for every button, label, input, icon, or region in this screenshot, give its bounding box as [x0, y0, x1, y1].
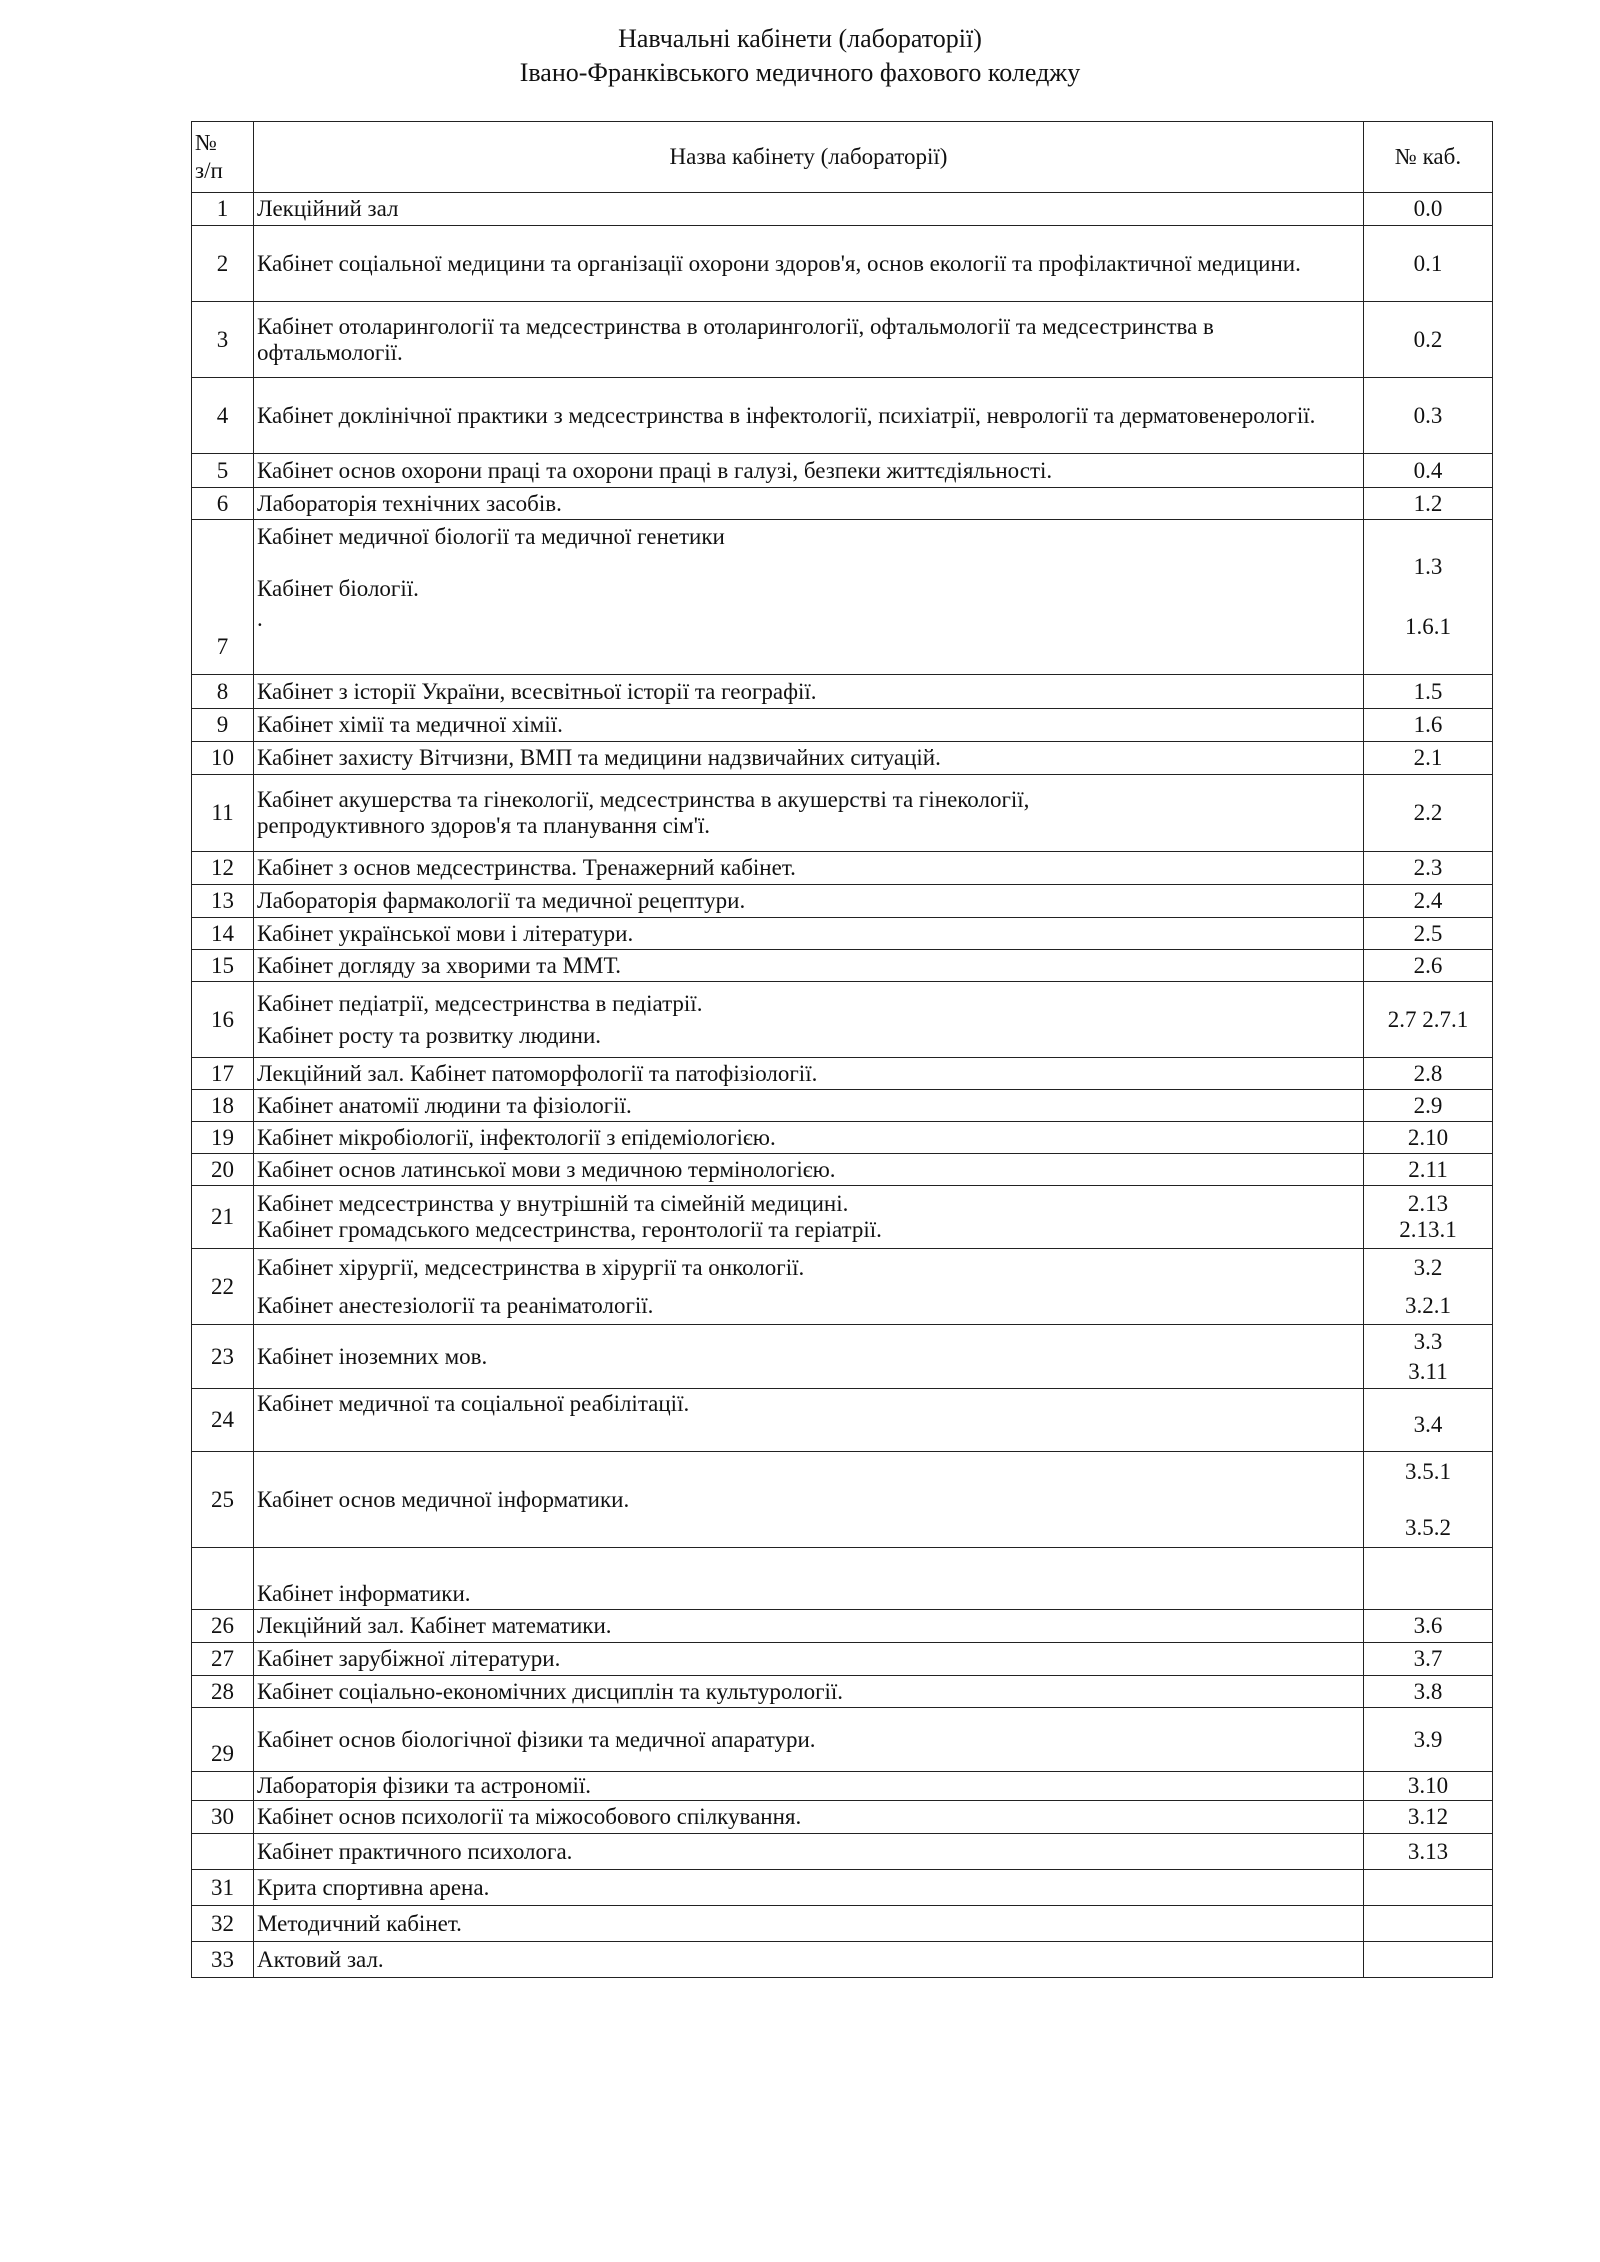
row-name-line2: Кабінет анестезіології та реаніматології.: [257, 1292, 654, 1318]
row-number: 10: [192, 742, 254, 775]
table-row: [192, 1643, 1493, 1676]
table-row: [192, 1708, 1493, 1772]
row-room: 2.1: [1364, 742, 1493, 775]
row-room: 2.6: [1364, 950, 1493, 982]
table-row: [192, 709, 1493, 742]
row-number: [192, 1548, 254, 1610]
row-number: 13: [192, 885, 254, 918]
table-row: [192, 1834, 1493, 1870]
header-name: Назва кабінету (лабораторії): [254, 122, 1364, 193]
row-room: 2.4: [1364, 885, 1493, 918]
row-name-line2: репродуктивного здоров'я та планування сім'ї.: [257, 813, 711, 838]
row-number: 18: [192, 1090, 254, 1122]
header-number-line2: з/п: [195, 158, 223, 183]
table-row: [192, 852, 1493, 885]
row-name: Кабінет інформатики.: [254, 1548, 1364, 1610]
row-number: 23: [192, 1325, 254, 1389]
row-room: 1.2: [1364, 488, 1493, 520]
table-row: [192, 1452, 1493, 1548]
row-name: Кабінет іноземних мов.: [254, 1325, 1364, 1389]
row-name: Актовий зал.: [254, 1942, 1364, 1978]
table-row: [192, 982, 1493, 1058]
row-room: 1.5: [1364, 675, 1493, 709]
row-number: 20: [192, 1154, 254, 1186]
row-name: Лекційний зал. Кабінет патоморфології та патофізіології.: [254, 1058, 1364, 1090]
row-room: 2.9: [1364, 1090, 1493, 1122]
row-name: [254, 775, 1364, 852]
row-name: Кабінет української мови і літератури.: [254, 918, 1364, 950]
row-name: [254, 1249, 1364, 1325]
row-name-line1: Кабінет хірургії, медсестринства в хірургії та онкології.: [257, 1254, 805, 1280]
row-room: 2.8: [1364, 1058, 1493, 1090]
table-row: [192, 226, 1493, 302]
table-row: [192, 1186, 1493, 1249]
table-row: [192, 302, 1493, 378]
row-name-line2: Кабінет біології.: [257, 576, 419, 601]
row-name: Кабінет догляду за хворими та ММТ.: [254, 950, 1364, 982]
row-name: Кабінет доклінічної практики з медсестринства в інфектології, психіатрії, неврології та дерматовенерології.: [254, 378, 1364, 454]
row-name-line1: Кабінет медичної та соціальної реабілітації.: [257, 1391, 690, 1416]
row-name: Лабораторія технічних засобів.: [254, 488, 1364, 520]
row-name: Кабінет основ латинської мови з медичною термінологією.: [254, 1154, 1364, 1186]
row-room-line2: 2.13.1: [1399, 1217, 1457, 1242]
row-room: 0.3: [1364, 378, 1493, 454]
row-room: 0.4: [1364, 454, 1493, 488]
row-number: 6: [192, 488, 254, 520]
table-row: [192, 950, 1493, 982]
row-room: 2.2: [1364, 775, 1493, 852]
row-name-line3: .: [257, 606, 263, 631]
row-number: 12: [192, 852, 254, 885]
header-room: № каб.: [1364, 122, 1493, 193]
row-number: 30: [192, 1801, 254, 1834]
row-room: [1364, 1389, 1493, 1452]
row-name-line1: Кабінет медсестринства у внутрішній та сімейній медицині.: [257, 1191, 849, 1216]
row-name-line2: Кабінет громадського медсестринства, геронтології та геріатрії.: [257, 1217, 882, 1242]
row-room: [1364, 1870, 1493, 1906]
row-number: 15: [192, 950, 254, 982]
row-number: 28: [192, 1676, 254, 1708]
row-name: Кабінет захисту Вітчизни, ВМП та медицини надзвичайних ситуацій.: [254, 742, 1364, 775]
table-row: [192, 1676, 1493, 1708]
row-number: 3: [192, 302, 254, 378]
row-room: 2.11: [1364, 1154, 1493, 1186]
row-room-line1: 3.2: [1413, 1254, 1443, 1280]
row-number: 1: [192, 193, 254, 226]
table-row: [192, 520, 1493, 675]
row-room-line2: 3.2.1: [1405, 1292, 1451, 1318]
table-row: [192, 918, 1493, 950]
row-room: [1364, 1452, 1493, 1548]
table-row: [192, 1154, 1493, 1186]
table-row: [192, 1249, 1493, 1325]
row-number: 9: [192, 709, 254, 742]
row-room: 0.2: [1364, 302, 1493, 378]
row-room: 0.1: [1364, 226, 1493, 302]
row-number: 24: [192, 1389, 254, 1452]
row-number: 27: [192, 1643, 254, 1676]
row-name: Кабінет з історії України, всесвітньої історії та географії.: [254, 675, 1364, 709]
row-room: [1364, 1906, 1493, 1942]
row-room: 3.10: [1364, 1772, 1493, 1801]
row-number: 32: [192, 1906, 254, 1942]
row-name: Лекційний зал. Кабінет математики.: [254, 1610, 1364, 1643]
rooms-table: [191, 121, 1493, 1978]
table-row: [192, 378, 1493, 454]
row-room: 0.0: [1364, 193, 1493, 226]
row-room: [1364, 1249, 1493, 1325]
header-number: [192, 122, 254, 193]
row-room: 3.12: [1364, 1801, 1493, 1834]
row-name: Кабінет основ біологічної фізики та медичної апаратури.: [254, 1708, 1364, 1772]
row-name: Кабінет практичного психолога.: [254, 1834, 1364, 1870]
row-number: 21: [192, 1186, 254, 1249]
row-name: Кабінет хімії та медичної хімії.: [254, 709, 1364, 742]
row-name: Методичний кабінет.: [254, 1906, 1364, 1942]
row-room: 3.8: [1364, 1676, 1493, 1708]
row-name: Кабінет соціальної медицини та організації охорони здоров'я, основ екології та профілактичної медицини.: [254, 226, 1364, 302]
row-name: Крита спортивна арена.: [254, 1870, 1364, 1906]
row-name: Кабінет анатомії людини та фізіології.: [254, 1090, 1364, 1122]
row-room: [1364, 1942, 1493, 1978]
row-number: 14: [192, 918, 254, 950]
row-number: 11: [192, 775, 254, 852]
row-number: [192, 1834, 254, 1870]
table-row: [192, 1772, 1493, 1801]
row-room: 2.3: [1364, 852, 1493, 885]
row-number: [192, 1772, 254, 1801]
row-room-line1: 3.3: [1413, 1328, 1443, 1354]
header-number-line1: №: [195, 130, 217, 155]
row-room-line1: 3.5.1: [1405, 1458, 1451, 1484]
table-row: [192, 885, 1493, 918]
row-number: 17: [192, 1058, 254, 1090]
table-row: [192, 742, 1493, 775]
table-row: [192, 1090, 1493, 1122]
row-room-line1: 3.4: [1413, 1412, 1443, 1437]
row-number: 26: [192, 1610, 254, 1643]
row-name: [254, 982, 1364, 1058]
row-room: 1.6: [1364, 709, 1493, 742]
row-name: Кабінет мікробіології, інфектології з епідеміологією.: [254, 1122, 1364, 1154]
row-name: Кабінет отоларингології та медсестринства в отоларингології, офтальмології та медсестринства в офтальмології.: [254, 302, 1364, 378]
title-line-2: Івано-Франківського медичного фахового коледжу: [519, 58, 1081, 87]
row-name: [254, 1186, 1364, 1249]
row-number: 33: [192, 1942, 254, 1978]
table-row: [192, 1610, 1493, 1643]
row-room: 3.6: [1364, 1610, 1493, 1643]
page-title: [0, 22, 1600, 90]
row-room-line2: 1.6.1: [1405, 614, 1451, 639]
table-row: [192, 1548, 1493, 1610]
table-row: [192, 1906, 1493, 1942]
row-number: 19: [192, 1122, 254, 1154]
row-room: 2.7 2.7.1: [1364, 982, 1493, 1058]
row-room: 2.5: [1364, 918, 1493, 950]
row-room-line1: 2.13: [1407, 1191, 1449, 1216]
row-room-line1: 1.3: [1413, 554, 1443, 579]
table-row: [192, 775, 1493, 852]
row-room: [1364, 1325, 1493, 1389]
row-room: 3.13: [1364, 1834, 1493, 1870]
row-room: 3.9: [1364, 1708, 1493, 1772]
row-number: 8: [192, 675, 254, 709]
row-name: Лабораторія фізики та астрономії.: [254, 1772, 1364, 1801]
row-number: 29: [192, 1708, 254, 1772]
table-row: [192, 193, 1493, 226]
row-name-line1: Кабінет педіатрії, медсестринства в педіатрії.: [257, 990, 703, 1016]
row-name: Кабінет основ психології та міжособового спілкування.: [254, 1801, 1364, 1834]
row-name: Лабораторія фармакології та медичної рецептури.: [254, 885, 1364, 918]
row-number: 25: [192, 1452, 254, 1548]
row-room: 3.7: [1364, 1643, 1493, 1676]
row-number: 16: [192, 982, 254, 1058]
row-name: Кабінет основ охорони праці та охорони праці в галузі, безпеки життєдіяльності.: [254, 454, 1364, 488]
row-room: [1364, 1186, 1493, 1249]
row-room: 2.10: [1364, 1122, 1493, 1154]
table-row: [192, 675, 1493, 709]
table-row: [192, 1942, 1493, 1978]
row-name-line1: Кабінет медичної біології та медичної генетики: [257, 524, 725, 549]
row-number: 2: [192, 226, 254, 302]
row-name: Кабінет соціально-економічних дисциплін та культурології.: [254, 1676, 1364, 1708]
row-number: 4: [192, 378, 254, 454]
row-name: Лекційний зал: [254, 193, 1364, 226]
table-row: [192, 1389, 1493, 1452]
row-name: [254, 1389, 1364, 1452]
row-name: Кабінет зарубіжної літератури.: [254, 1643, 1364, 1676]
row-room-line2: 3.11: [1408, 1358, 1448, 1384]
row-room: [1364, 1548, 1493, 1610]
row-room-line2: 3.5.2: [1405, 1514, 1451, 1540]
row-room: [1364, 520, 1493, 675]
row-name: Кабінет основ медичної інформатики.: [254, 1452, 1364, 1548]
title-line-1: Навчальні кабінети (лабораторії): [618, 24, 982, 53]
row-number: 22: [192, 1249, 254, 1325]
table-row: [192, 488, 1493, 520]
row-name-line2: Кабінет росту та розвитку людини.: [257, 1022, 602, 1048]
row-number: 5: [192, 454, 254, 488]
row-number: 7: [192, 520, 254, 675]
row-name: Кабінет з основ медсестринства. Тренажерний кабінет.: [254, 852, 1364, 885]
row-name-line1: Кабінет акушерства та гінекології, медсестринства в акушерстві та гінекології,: [257, 787, 1030, 812]
table-row: [192, 1122, 1493, 1154]
table-row: [192, 454, 1493, 488]
table-row: [192, 1058, 1493, 1090]
table-row: [192, 1325, 1493, 1389]
table-header-row: [192, 122, 1493, 193]
table-row: [192, 1870, 1493, 1906]
row-name: [254, 520, 1364, 675]
table-row: [192, 1801, 1493, 1834]
row-number: 31: [192, 1870, 254, 1906]
